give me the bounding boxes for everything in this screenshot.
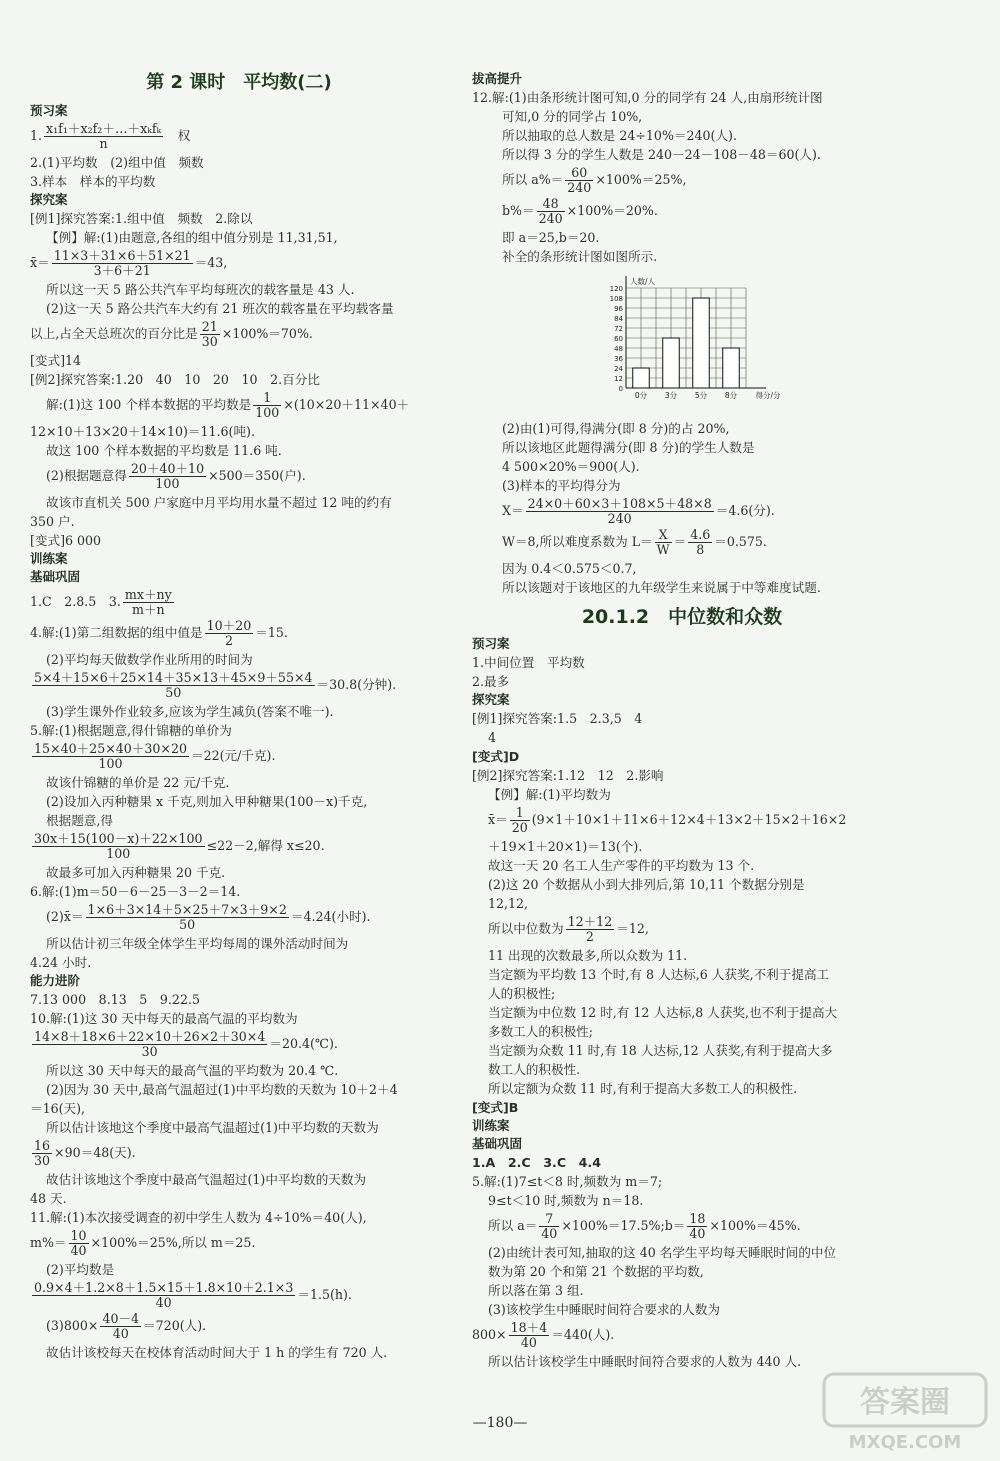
text-line: (2)由(1)可得,得满分(即 8 分)的占 20%,	[502, 421, 730, 436]
text-line: 故该市直机关 500 户家庭中月平均用水量不超过 12 吨的约有	[46, 495, 392, 510]
example-heading: [例1]探究答案:1.组中值 频数 2.除以	[30, 211, 253, 226]
section-title: 20.1.2 中位数和众数	[581, 606, 783, 628]
text-line: (3)该校学生中睡眠时间符合要求的人数为	[488, 1302, 720, 1317]
variant-answer: [变式]6 000	[30, 533, 102, 548]
y-tick-label: 84	[614, 315, 623, 323]
y-tick-label: 36	[614, 355, 623, 363]
text-line: 数为第 20 个和第 21 个数据的平均数,	[488, 1264, 704, 1279]
text-line: 所以该题对于该地区的九年级学生来说属于中等难度试题.	[502, 580, 821, 595]
formula-line: $\frac{15\times 40+25\times 40+30\times 20}{100}$ ＝22(元/千克).	[34, 741, 276, 771]
formula-line: $\frac{30x+15(100-x)+22\times 100}{100}$ ≤22－2,解得 x≤20.	[34, 831, 325, 861]
formula-line: x̄＝ $\frac{1}{20}$ (9×1＋10×1＋11×6＋12×4＋13×2＋15×2＋16×2	[488, 805, 847, 835]
text-line: (2)设加入丙种糖果 x 千克,则加入甲种糖果(100－x)千克,	[46, 794, 368, 809]
text-line: 多数工人的积极性;	[488, 1024, 593, 1039]
section-preview: 预习案	[472, 636, 510, 651]
formula-line: 1.C 2.8.5 3. $\frac{mx+ny}{m+n}$	[30, 587, 172, 617]
y-tick-label: 48	[614, 345, 623, 353]
formula-line: X＝ $\frac{24\times 0+60\times 3+108\times 5+48\times 8}{240}$ ＝4.6(分).	[502, 496, 775, 526]
section-explore: 探究案	[472, 692, 510, 707]
formula-line: x̄＝ $\frac{11\times 3+31\times 6+51\times 21}{3+6+21}$ ＝43,	[30, 248, 228, 278]
right-column	[472, 70, 892, 1371]
text-line: 故这一天 20 名工人生产零件的平均数为 13 个.	[488, 858, 755, 873]
text-line: (2)因为 30 天中,最高气温超过(1)中平均数的天数为 10＋2＋4	[46, 1082, 398, 1097]
formula-line: 所以 a%＝ $\frac{60}{240}$ ×100%＝25%,	[502, 165, 687, 195]
formula-line: 解:(1)这 100 个样本数据的平均数是 $\frac{1}{100}$ ×(10×20＋11×40＋	[46, 390, 410, 420]
bar	[723, 348, 740, 388]
text-line: (2)由统计表可知,抽取的这 40 名学生平均每天睡眠时间的中位	[488, 1245, 837, 1260]
x-tick-label: 0分	[634, 391, 648, 400]
y-tick-label: 72	[614, 325, 623, 333]
text-line: 所以估计该校学生中睡眠时间符合要求的人数为 440 人.	[488, 1354, 802, 1369]
text-line: 12,12,	[488, 896, 529, 911]
text-line: 11.解:(1)本次接受调查的初中学生人数为 4÷10%＝40(人),	[30, 1210, 367, 1225]
text-line: 9≤t＜10 时,频数为 n＝18.	[488, 1193, 644, 1208]
variant-answer: [变式]14	[30, 353, 82, 368]
text-line: 4 500×20%＝900(人).	[502, 459, 640, 474]
section-advance: 能力进阶	[30, 973, 81, 988]
text-line: 故最多可加入丙种糖果 20 千克.	[46, 865, 226, 880]
section-extension: 拔高提升	[472, 71, 523, 86]
text-line: 根据题意,得	[46, 813, 113, 828]
text-line: 48 天.	[30, 1191, 67, 1206]
y-tick-label: 60	[614, 335, 623, 343]
formula-line: (2)x̄＝ $\frac{1\times 6+3\times 14+5\times 25+7\times 3+9\times 2}{50}$ ＝4.24(小时).	[46, 902, 371, 932]
example-heading: [例2]探究答案:1.12 12 2.影响	[472, 768, 664, 783]
formula-line: 以上,占全天总班次的百分比是 $\frac{21}{30}$ ×100%＝70%.	[30, 319, 313, 349]
formula-line: 800× $\frac{18+4}{40}$ ＝440(人).	[472, 1320, 615, 1350]
text-line: 所以落在第 3 组.	[488, 1283, 584, 1298]
section-preview: 预习案	[30, 103, 68, 118]
text-line: 7.13 000 8.13 5 9.22.5	[30, 992, 200, 1007]
bar	[663, 338, 680, 388]
formula-line: b%＝ $\frac{48}{240}$ ×100%＝20%.	[502, 196, 658, 226]
bar	[633, 368, 650, 388]
example-heading: [例1]探究答案:1.5 2.3,5 4	[472, 711, 643, 726]
text-line: 补全的条形统计图如图所示.	[502, 249, 658, 264]
text-line: 故这 100 个样本数据的平均数是 11.6 吨.	[46, 443, 282, 458]
text-line: 故该什锦糖的单价是 22 元/千克.	[46, 775, 230, 790]
y-tick-label: 108	[609, 295, 623, 303]
y-axis-label: 人数/人	[630, 277, 656, 286]
text-line: (3)样本的平均得分为	[502, 478, 621, 493]
x-tick-label: 8分	[724, 391, 738, 400]
text-line: 所以定额为众数 11 时,有利于提高大多数工人的积极性.	[488, 1081, 798, 1096]
text-line: (2)平均每天做数学作业所用的时间为	[46, 652, 253, 667]
example-heading: [例2]探究答案:1.20 40 10 20 10 2.百分比	[30, 372, 320, 387]
text-line: 6.解:(1)m＝50－6－25－3－2＝14.	[30, 884, 241, 899]
y-tick-label: 24	[614, 365, 623, 373]
y-tick-label: 0	[618, 385, 623, 393]
lesson-title: 第 2 课时 平均数(二)	[146, 72, 332, 93]
text-line: 【例】解:(1)平均数为	[488, 787, 611, 802]
section-training: 训练案	[30, 551, 68, 566]
formula-line: $\frac{14\times 8+18\times 6+22\times 10+26\times 2+30\times 4}{30}$ ＝20.4(℃).	[34, 1029, 338, 1059]
text-line: 1.A 2.C 3.C 4.4	[472, 1155, 601, 1170]
text-line: 人的积极性;	[488, 986, 556, 1001]
text-line: 当定额为平均数 13 个时,有 8 人达标,6 人获奖,不利于提高工	[488, 967, 830, 982]
svg-text:MXQE.COM: MXQE.COM	[848, 1432, 962, 1453]
text-line: (2)这 20 个数据从小到大排列后,第 10,11 个数据分别是	[488, 877, 805, 892]
bar	[693, 298, 710, 388]
section-basic: 基础巩固	[472, 1136, 523, 1151]
text-line: 4	[488, 730, 497, 745]
bar-chart	[602, 270, 892, 415]
formula-line: (3)800× $\frac{40-4}{40}$ ＝720(人).	[46, 1311, 207, 1341]
text-line: ＋19×1＋20×1)＝13(个).	[488, 839, 643, 854]
text-line: 所以估计初三年级全体学生平均每周的课外活动时间为	[46, 936, 349, 951]
text-line: ＝16(天),	[30, 1101, 86, 1116]
y-tick-label: 120	[609, 285, 623, 293]
x-tick-label: 3分	[664, 391, 678, 400]
formula-line: 所以 a＝ $\frac{7}{40}$ ×100%＝17.5%;b＝ $\frac{18}{40}$ ×100%＝45%.	[488, 1211, 801, 1241]
section-training: 训练案	[472, 1118, 510, 1133]
text-line: 数工人的积极性.	[488, 1062, 581, 1077]
text-line: 所以估计该地这个季度中最高气温超过(1)中平均数的天数为	[46, 1120, 379, 1135]
text-line: 【例】解:(1)由题意,各组的组中值分别是 11,31,51,	[46, 230, 338, 245]
text-line: (2)平均数是	[46, 1262, 115, 1277]
x-axis-label: 得分/分	[755, 391, 781, 400]
text-line: 所以这 30 天中每天的最高气温的平均数为 20.4 ℃.	[46, 1063, 339, 1078]
text-line: 当定额为中位数 12 时,有 12 人达标,8 人获奖,也不利于提高大	[488, 1005, 838, 1020]
text-line: 12×10＋13×20＋14×10)＝11.6(吨).	[30, 424, 255, 439]
text-line: 4.24 小时.	[30, 955, 92, 970]
text-line: 当定额为众数 11 时,有 18 人达标,12 人获奖,有利于提高大多	[488, 1043, 833, 1058]
text-line: 因为 0.4＜0.575＜0.7,	[502, 561, 637, 576]
text-line: 所以该地区此题得满分(即 8 分)的学生人数是	[502, 440, 755, 455]
variant-answer: [变式]D	[472, 749, 520, 764]
text-line: 5.解:(1)7≤t＜8 时,频数为 m＝7;	[472, 1174, 663, 1189]
formula-line: 所以中位数为 $\frac{12+12}{2}$ ＝12,	[488, 914, 649, 944]
text-line: (3)学生课外作业较多,应该为学生减负(答案不唯一).	[46, 704, 334, 719]
formula-line: $\frac{0.9\times 4+1.2\times 8+1.5\times 15+1.8\times 10+2.1\times 3}{40}$ ＝1.5(h).	[34, 1280, 352, 1310]
watermark-logo	[820, 1370, 990, 1455]
page-number: —180—	[472, 1415, 528, 1431]
text-line: 2.最多	[472, 674, 510, 689]
formula-line: $\frac{16}{30}$ ×90＝48(天).	[34, 1138, 136, 1168]
text-line: 可知,0 分的同学占 10%,	[502, 109, 643, 124]
text-line: 5.解:(1)根据题意,得什锦糖的单价为	[30, 723, 232, 738]
formula-line: 4.解:(1)第二组数据的组中值是 $\frac{10+20}{2}$ ＝15.	[30, 618, 288, 648]
text-line: 即 a＝25,b＝20.	[502, 230, 600, 245]
formula-line: $\frac{5\times 4+15\times 6+25\times 14+35\times 13+45\times 9+55\times 4}{50}$ ＝30.8(分钟).	[34, 670, 397, 700]
text-line: 故估计该校每天在校体育活动时间大于 1 h 的学生有 720 人.	[46, 1345, 388, 1360]
left-column	[30, 70, 448, 1362]
text-line: 11 出现的次数最多,所以众数为 11.	[488, 948, 688, 963]
text-line: 12.解:(1)由条形统计图可知,0 分的同学有 24 人,由扇形统计图	[472, 90, 823, 105]
x-tick-label: 5分	[694, 391, 708, 400]
text-line: 故估计该地这个季度中最高气温超过(1)中平均数的天数为	[46, 1172, 367, 1187]
variant-answer: [变式]B	[472, 1100, 519, 1115]
text-line: 所以得 3 分的学生人数是 240－24－108－48＝60(人).	[502, 147, 821, 162]
formula-line: W＝8,所以难度系数为 L＝ $\frac{X}{W}$ ＝ $\frac{4.6}{8}$ ＝0.575.	[502, 527, 767, 557]
text-line: 3.样本 样本的平均数	[30, 174, 156, 189]
section-explore: 探究案	[30, 192, 68, 207]
text-line: (2)这一天 5 路公共汽车大约有 21 班次的载客量在平均载客量	[46, 301, 394, 316]
svg-text:答案圈: 答案圈	[860, 1385, 950, 1420]
formula-line: (2)根据题意得 $\frac{20+40+10}{100}$ ×500＝350(户).	[46, 461, 306, 491]
section-basic: 基础巩固	[30, 569, 81, 584]
text-line: 350 户.	[30, 514, 75, 529]
y-tick-label: 96	[614, 305, 623, 313]
text-line: 所以这一天 5 路公共汽车平均每班次的载客量是 43 人.	[46, 282, 355, 297]
text-line: 1.中间位置 平均数	[472, 655, 585, 670]
bar-chart-svg	[602, 270, 802, 410]
formula-line: m%＝ $\frac{10}{40}$ ×100%＝25%,所以 m＝25.	[30, 1228, 256, 1258]
formula-line: 1. $\frac{\text{x₁f₁＋x₂f₂＋…＋xₖfₖ}}{n}$ 权	[30, 121, 191, 151]
y-tick-label: 12	[614, 375, 623, 383]
text-line: 所以抽取的总人数是 24÷10%＝240(人).	[502, 128, 737, 143]
text-line: 2.(1)平均数 (2)组中值 频数	[30, 155, 204, 170]
text-line: 10.解:(1)这 30 天中每天的最高气温的平均数为	[30, 1011, 298, 1026]
